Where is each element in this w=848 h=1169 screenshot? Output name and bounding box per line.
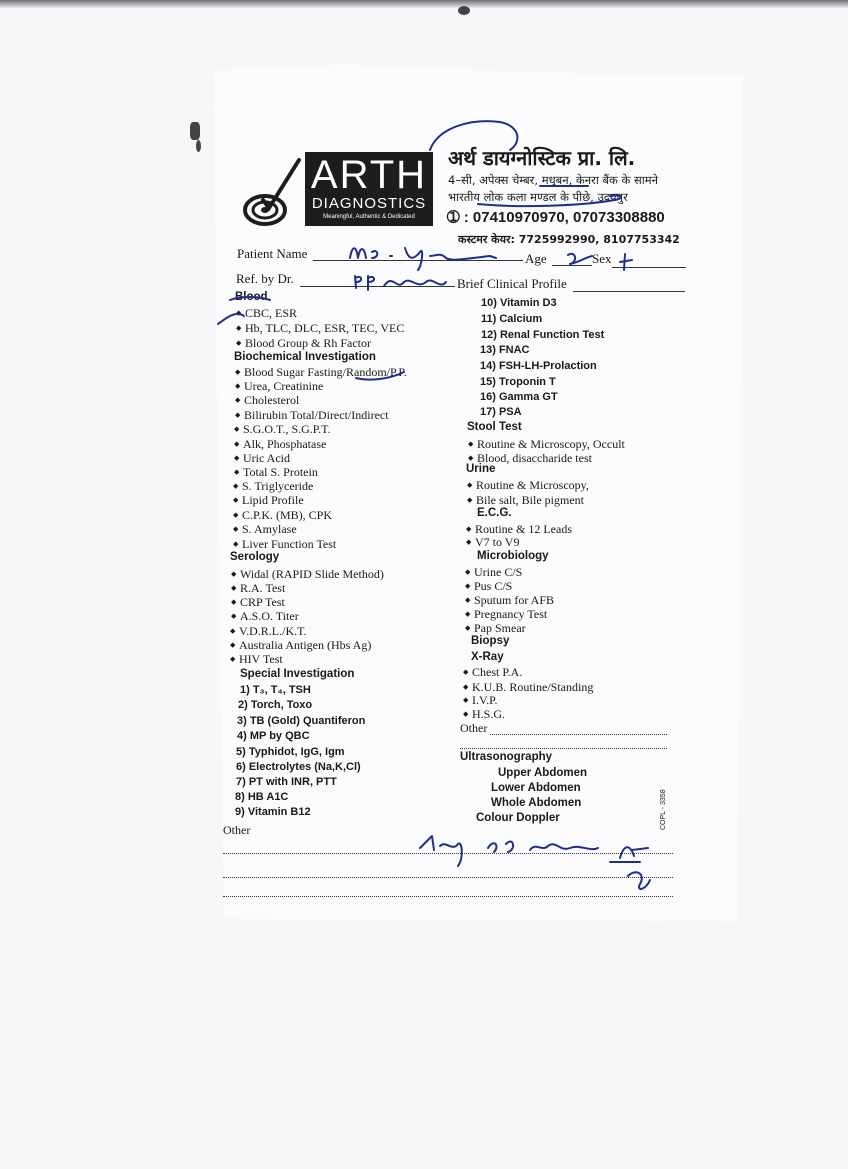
other-label-left: Other [223,823,251,837]
test-item: ◆ Blood Group & Rh Factor [245,336,371,351]
address-line-1: 4–सी, अपेक्स चेम्बर, मधुबन, केनरा बैंक के सामने [448,173,659,187]
copl-code: COPL - 3358 [660,789,667,830]
test-item: ◆ Chest P.A. [472,665,522,680]
test-item: ◆ HIV Test [239,652,283,667]
test-item: ◆ Routine & Microscopy, [476,478,589,493]
numbered-item: 12) Renal Function Test [481,329,605,341]
numbered-item: 10) Vitamin D3 [481,297,557,309]
test-item: ◆ Bile salt, Bile pigment [476,493,584,508]
test-item: ◆ S. Amylase [242,522,297,537]
numbered-item: 13) FNAC [480,344,530,356]
sex-label: Sex [592,251,612,266]
usg-item: Lower Abdomen [491,782,581,794]
usg-item: Colour Doppler [476,812,560,824]
other-line-right [460,748,667,749]
scanner-edge [0,0,848,8]
test-item: ◆ Blood Sugar Fasting/Random/P.P. [244,365,407,380]
test-item: ◆ V.D.R.L./K.T. [239,624,307,639]
other-line-right [490,734,667,735]
numbered-item: 17) PSA [480,406,522,418]
clinical-profile-line [573,291,685,292]
special-investigation-header: Special Investigation [240,668,355,680]
special-item: 8) HB A1C [235,791,289,803]
test-item: ◆ K.U.B. Routine/Standing [472,680,593,695]
logo-main-text: ARTH [310,153,428,197]
numbered-item: 15) Troponin T [480,376,556,388]
scan-speck [196,140,201,152]
test-item: ◆ Liver Function Test [242,537,336,552]
test-item: ◆ Uric Acid [243,451,290,466]
sex-line [612,267,686,268]
test-item: ◆ H.S.G. [472,707,505,722]
other-label-right: Other [460,721,488,735]
test-item: ◆ Widal (RAPID Slide Method) [240,567,384,582]
special-item: 4) MP by QBC [237,730,310,742]
test-item: ◆ Routine & 12 Leads [475,522,572,537]
logo-sub-text: DIAGNOSTICS [311,195,427,212]
test-item: ◆ I.V.P. [472,693,497,708]
test-item: ◆ CBC, ESR [245,306,297,321]
clinical-profile-label: Brief Clinical Profile [457,276,567,291]
patient-name-label: Patient Name [237,246,308,261]
age-line [552,265,592,266]
serology-header: Serology [230,551,280,563]
biopsy-header: Biopsy [471,635,510,647]
other-line [223,877,673,878]
special-item: 2) Torch, Toxo [238,699,313,711]
test-item: ◆ Cholesterol [244,393,299,408]
special-item: 1) T₃, T₄, TSH [240,684,311,696]
age-label: Age [525,251,547,266]
test-item: ◆ V7 to V9 [475,535,519,550]
patient-name-line [313,260,523,261]
test-item: ◆ C.P.K. (MB), CPK [242,508,332,523]
scan-speck [190,122,200,140]
ultrasonography-header: Ultrasonography [460,751,553,763]
biochemical-header: Biochemical Investigation [234,351,376,363]
test-item: ◆ S. Triglyceride [242,479,313,494]
urine-header: Urine [466,463,496,475]
test-item: ◆ Australia Antigen (Hbs Ag) [239,638,371,653]
special-item: 3) TB (Gold) Quantiferon [237,715,366,727]
test-item: ◆ Alk, Phosphatase [243,437,326,452]
logo-tagline: Meaningful, Authentic & Dedicated [323,214,415,220]
xray-header: X-Ray [471,651,504,663]
customer-care: कस्टमर केयर: 7725992990, 8107753342 [458,233,680,246]
test-item: ◆ Sputum for AFB [474,593,554,608]
microbiology-header: Microbiology [477,550,549,562]
test-item: ◆ Pap Smear [474,621,526,636]
special-item: 7) PT with INR, PTT [236,776,337,788]
arth-emblem-icon [243,158,303,228]
test-item: ◆ Lipid Profile [242,493,304,508]
arth-logo [305,152,433,226]
ecg-header: E.C.G. [477,507,512,519]
ref-doctor-label: Ref. by Dr. [236,271,294,286]
test-item: ◆ Urine C/S [474,565,522,580]
phone-numbers: ➀ : 07410970970, 07073308880 [447,209,665,226]
test-item: ◆ Pus C/S [474,579,512,594]
special-item: 9) Vitamin B12 [235,806,311,818]
usg-item: Whole Abdomen [491,797,582,809]
test-item: ◆ Bilirubin Total/Direct/Indirect [244,408,389,423]
special-item: 6) Electrolytes (Na,K,Cl) [236,761,361,773]
scan-speck [458,6,470,15]
test-item: ◆ Total S. Protein [243,465,318,480]
special-item: 5) Typhidot, IgG, Igm [236,746,345,758]
test-item: ◆ Hb, TLC, DLC, ESR, TEC, VEC [245,321,404,336]
test-item: ◆ Pregnancy Test [474,607,547,622]
other-line [223,896,673,897]
usg-item: Upper Abdomen [498,767,588,779]
address-line-2: भारतीय लोक कला मण्डल के पीछे, उदयपुर [448,190,628,204]
other-line [223,853,673,854]
stool-header: Stool Test [467,421,522,433]
test-item: ◆ Urea, Creatinine [244,379,323,394]
ref-doctor-line [300,286,455,287]
numbered-item: 11) Calcium [481,313,543,325]
test-item: ◆ Blood, disaccharide test [477,451,592,466]
test-item: ◆ S.G.O.T., S.G.P.T. [243,422,331,437]
test-item: ◆ R.A. Test [240,581,285,596]
company-name-hindi: अर्थ डायग्नोस्टिक प्रा. लि. [448,146,636,170]
test-item: ◆ Routine & Microscopy, Occult [477,437,625,452]
blood-header: Blood [235,291,268,303]
numbered-item: 16) Gamma GT [480,391,558,403]
numbered-item: 14) FSH-LH-Prolaction [480,360,597,372]
test-item: ◆ CRP Test [240,595,285,610]
test-item: ◆ A.S.O. Titer [240,609,299,624]
